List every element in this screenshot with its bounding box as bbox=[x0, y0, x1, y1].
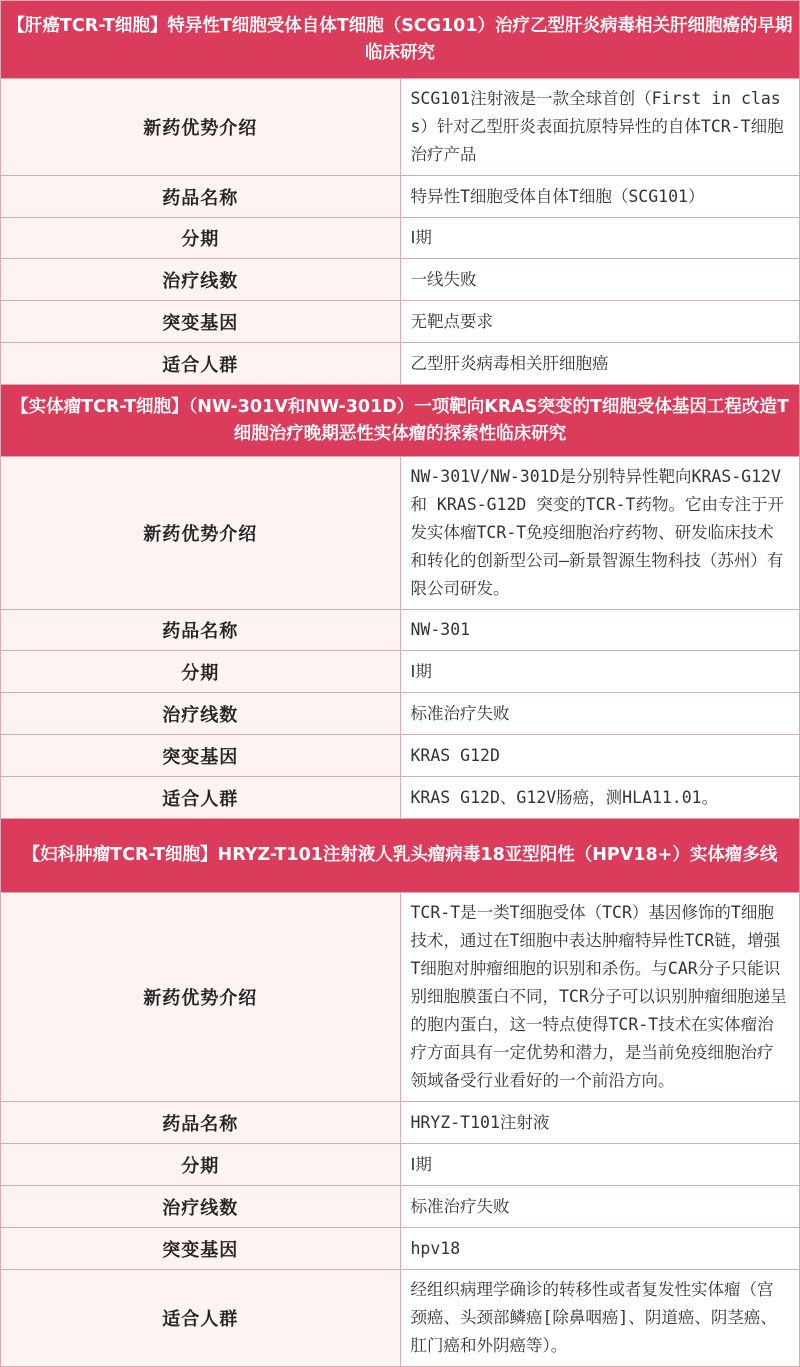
row-label: 新药优势介绍 bbox=[1, 79, 401, 176]
row-value: NW-301 bbox=[400, 610, 800, 651]
row-label: 适合人群 bbox=[1, 777, 401, 819]
section-title-solid-tumor: 【实体瘤TCR-T细胞】（NW-301V和NW-301D）一项靶向KRAS突变的T细胞受体基因工程改造T细胞治疗晚期恶性实体瘤的探索性临床研究 bbox=[1, 385, 800, 457]
row-label: 治疗线数 bbox=[1, 259, 401, 301]
row-label: 适合人群 bbox=[1, 1270, 401, 1367]
row-label: 突变基因 bbox=[1, 735, 401, 777]
table-row bbox=[1, 218, 800, 259]
row-value: KRAS G12D bbox=[400, 735, 800, 777]
table-row bbox=[1, 1270, 800, 1367]
row-label: 突变基因 bbox=[1, 301, 401, 343]
table-row bbox=[1, 693, 800, 735]
row-value: NW-301V/NW-301D是分别特异性靶向KRAS-G12V 和 KRAS-G12D 突变的TCR-T药物。它由专注于开发实体瘤TCR-T免疫细胞治疗药物、研发临床技术和转化的创新型公司—新景智源生物科技（苏州）有限公司研发。 bbox=[400, 457, 800, 610]
row-value: 特异性T细胞受体自体T细胞（SCG101） bbox=[400, 176, 800, 218]
row-value: 标准治疗失败 bbox=[400, 1186, 800, 1228]
table-row bbox=[1, 176, 800, 218]
table-row bbox=[1, 259, 800, 301]
row-value: 一线失败 bbox=[400, 259, 800, 301]
row-value: Ⅰ期 bbox=[400, 1144, 800, 1186]
table-row bbox=[1, 343, 800, 385]
table-row bbox=[1, 457, 800, 610]
row-value: 无靶点要求 bbox=[400, 301, 800, 343]
row-value: TCR-T是一类T细胞受体（TCR）基因修饰的T细胞技术，通过在T细胞中表达肿瘤特异性TCR链，增强T细胞对肿瘤细胞的识别和杀伤。与CAR分子只能识别细胞膜蛋白不同，TCR分子可以识别肿瘤细胞递呈的胞内蛋白，这一特点使得TCR-T技术在实体瘤治疗方面具有一定优势和潜力，是当前免疫细胞治疗领域备受行业看好的一个前沿方向。 bbox=[400, 893, 800, 1102]
section-title-gynecologic-tumor: 【妇科肿瘤TCR-T细胞】HRYZ-T101注射液人乳头瘤病毒18亚型阳性（HPV18+）实体瘤多线 bbox=[1, 819, 800, 893]
row-value: 标准治疗失败 bbox=[400, 693, 800, 735]
row-value: KRAS G12D、G12V肠癌，测HLA11.01。 bbox=[400, 777, 800, 819]
table-row bbox=[1, 1186, 800, 1228]
row-label: 治疗线数 bbox=[1, 693, 401, 735]
table-row bbox=[1, 610, 800, 651]
table-row bbox=[1, 1144, 800, 1186]
row-value: HRYZ-T101注射液 bbox=[400, 1102, 800, 1144]
table-row bbox=[1, 301, 800, 343]
row-label: 分期 bbox=[1, 1144, 401, 1186]
row-value: 经组织病理学确诊的转移性或者复发性实体瘤（宫颈癌、头颈部鳞癌[除鼻咽癌]、阴道癌、阴茎癌、肛门癌和外阴癌等）。 bbox=[400, 1270, 800, 1367]
row-label: 药品名称 bbox=[1, 176, 401, 218]
table-row bbox=[1, 1102, 800, 1144]
row-value: 乙型肝炎病毒相关肝细胞癌 bbox=[400, 343, 800, 385]
row-label: 新药优势介绍 bbox=[1, 893, 401, 1102]
row-label: 药品名称 bbox=[1, 1102, 401, 1144]
section-header-row bbox=[1, 1, 800, 79]
row-label: 新药优势介绍 bbox=[1, 457, 401, 610]
row-value: SCG101注射液是一款全球首创（First in class）针对乙型肝炎表面抗原特异性的自体TCR-T细胞治疗产品 bbox=[400, 79, 800, 176]
row-label: 突变基因 bbox=[1, 1228, 401, 1270]
row-value: Ⅰ期 bbox=[400, 218, 800, 259]
row-value: Ⅰ期 bbox=[400, 651, 800, 693]
row-label: 分期 bbox=[1, 651, 401, 693]
table-row bbox=[1, 893, 800, 1102]
row-value: hpv18 bbox=[400, 1228, 800, 1270]
table-row bbox=[1, 651, 800, 693]
section-header-row bbox=[1, 819, 800, 893]
table-row bbox=[1, 735, 800, 777]
section-header-row bbox=[1, 385, 800, 457]
row-label: 治疗线数 bbox=[1, 1186, 401, 1228]
section-title-liver-cancer: 【肝癌TCR-T细胞】特异性T细胞受体自体T细胞（SCG101）治疗乙型肝炎病毒相关肝细胞癌的早期临床研究 bbox=[1, 1, 800, 79]
table-row bbox=[1, 79, 800, 176]
table-row bbox=[1, 1228, 800, 1270]
table-row bbox=[1, 777, 800, 819]
row-label: 分期 bbox=[1, 218, 401, 259]
row-label: 药品名称 bbox=[1, 610, 401, 651]
row-label: 适合人群 bbox=[1, 343, 401, 385]
